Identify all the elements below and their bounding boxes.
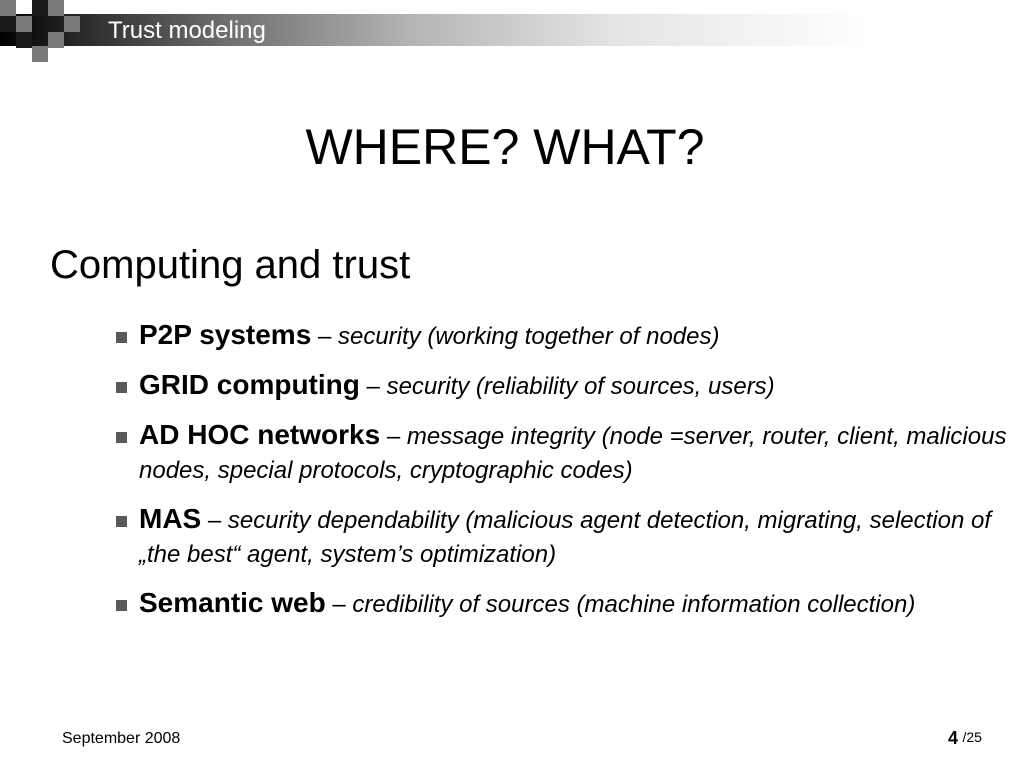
square-bullet-icon — [116, 432, 127, 443]
bullet-item-semantic-web — [113, 586, 1013, 622]
bullet-description: security (reliability of sources, users) — [386, 373, 775, 400]
section-heading: Computing and trust — [50, 243, 411, 287]
bullet-term: AD HOC networks — [139, 419, 381, 450]
bullet-separator: – — [380, 423, 407, 450]
bullet-separator: – — [311, 323, 338, 350]
bullet-separator: – — [325, 591, 353, 618]
header-title: Trust modeling — [108, 17, 266, 44]
bullet-term: Semantic web — [139, 587, 326, 618]
square-bullet-icon — [116, 600, 127, 611]
bullet-item-grid — [113, 368, 1013, 404]
square-bullet-icon — [116, 382, 127, 393]
footer-page-number — [948, 727, 982, 750]
bullet-separator: – — [359, 373, 387, 400]
bullet-term: MAS — [139, 503, 202, 534]
page-current: 4 — [948, 728, 959, 748]
bullet-item-mas — [113, 502, 1013, 572]
page-total: /25 — [962, 729, 982, 745]
bullet-item-adhoc — [113, 418, 1013, 488]
square-bullet-icon — [116, 516, 127, 527]
checker-logo — [0, 0, 80, 62]
footer-date: September 2008 — [62, 730, 181, 747]
square-bullet-icon — [116, 332, 127, 343]
bullet-list — [113, 318, 1013, 636]
bullet-description: security (working together of nodes) — [337, 323, 720, 350]
bullet-separator: – — [201, 507, 228, 534]
slide-title: WHERE? WHAT? — [305, 119, 705, 175]
bullet-description: security dependability (malicious agent detection, migrating, selection of „the best“ agent, system’s optimization) — [139, 507, 991, 568]
bullet-term: P2P systems — [139, 319, 312, 350]
bullet-description: message integrity (node =server, router, client, malicious nodes, special protocols, cryptographic codes) — [139, 423, 1007, 484]
bullet-description: credibility of sources (machine information collection) — [352, 591, 916, 618]
bullet-item-p2p — [113, 318, 1013, 354]
bullet-term: GRID computing — [139, 369, 360, 400]
